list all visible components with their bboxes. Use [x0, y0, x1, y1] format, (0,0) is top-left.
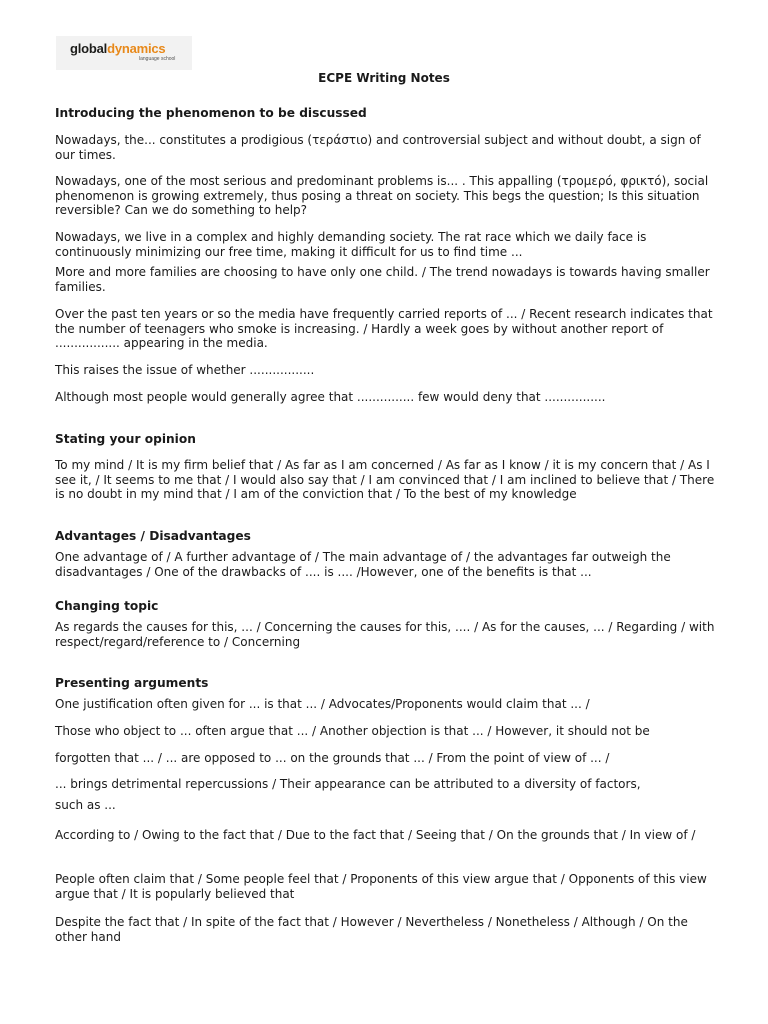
- paragraph-intro-5: Over the past ten years or so the media have frequently carried reports of ... / Recent research indicates that the number of teenagers who smoke is increasing. / Hardly a week goes by without another report of ................. appearing in the media.: [55, 307, 713, 351]
- paragraph-intro-4: More and more families are choosing to have only one child. / The trend nowadays is towards having smaller families.: [55, 265, 710, 294]
- paragraph-arguments-4: ... brings detrimental repercussions / Their appearance can be attributed to a diversity of factors,: [55, 777, 641, 791]
- document-title: ECPE Writing Notes: [318, 71, 450, 85]
- section-heading-advantages: Advantages / Disadvantages: [55, 529, 251, 543]
- paragraph-intro-6: This raises the issue of whether .................: [55, 363, 315, 377]
- paragraph-arguments-6: According to / Owing to the fact that / Due to the fact that / Seeing that / On the grounds that / In view of /: [55, 828, 696, 842]
- paragraph-arguments-3: forgotten that ... / ... are opposed to ... on the grounds that ... / From the point of view of ... /: [55, 751, 610, 765]
- paragraph-arguments-2: Those who object to ... often argue that ... / Another objection is that ... / However, it should not be: [55, 724, 650, 738]
- paragraph-arguments-1: One justification often given for ... is that ... / Advocates/Proponents would claim that ... /: [55, 697, 590, 711]
- logo-tagline: language school: [139, 56, 176, 62]
- logo-word-global: global: [70, 41, 108, 56]
- paragraph-arguments-8: Despite the fact that / In spite of the fact that / However / Nevertheless / Nonetheless / Although / On the other hand: [55, 915, 688, 944]
- paragraph-intro-2: Nowadays, one of the most serious and predominant problems is... . This appalling (τρομερό, φρικτό), social phenomenon is growing extremely, thus posing a threat on society. This begs the question; Is this situation reversible? Can we do something to help?: [55, 174, 709, 218]
- section-heading-introducing: Introducing the phenomenon to be discussed: [55, 106, 367, 120]
- section-heading-changing-topic: Changing topic: [55, 599, 159, 613]
- school-logo: [56, 36, 192, 70]
- paragraph-intro-3: Nowadays, we live in a complex and highly demanding society. The rat race which we daily face is continuously minimizing our free time, making it difficult for us to find time ...: [55, 230, 647, 259]
- paragraph-arguments-5: such as ...: [55, 798, 116, 812]
- paragraph-intro-7: Although most people would generally agree that ............... few would deny that ................: [55, 390, 606, 404]
- section-heading-arguments: Presenting arguments: [55, 676, 209, 690]
- logo-word-dynamics: dynamics: [107, 41, 166, 56]
- paragraph-opinion: To my mind / It is my firm belief that / As far as I am concerned / As far as I know / it is my concern that / As I see it, / It seems to me that / I would also say that / I am convinced that / I am inclined to believe that / There is no doubt in my mind that / I am of the conviction that / To the best of my knowledge: [55, 458, 715, 502]
- section-heading-opinion: Stating your opinion: [55, 432, 196, 446]
- paragraph-changing-topic: As regards the causes for this, ... / Concerning the causes for this, .... / As for the causes, ... / Regarding / with respect/regard/reference to / Concerning: [55, 620, 715, 649]
- paragraph-intro-1: Nowadays, the... constitutes a prodigious (τεράστιο) and controversial subject and without doubt, a sign of our times.: [55, 133, 701, 162]
- paragraph-advantages: One advantage of / A further advantage of / The main advantage of / the advantages far outweigh the disadvantages / One of the drawbacks of .... is .... /However, one of the benefits is that ...: [55, 550, 671, 579]
- paragraph-arguments-7: People often claim that / Some people feel that / Proponents of this view argue that / Opponents of this view argue that / It is popularly believed that: [55, 872, 707, 901]
